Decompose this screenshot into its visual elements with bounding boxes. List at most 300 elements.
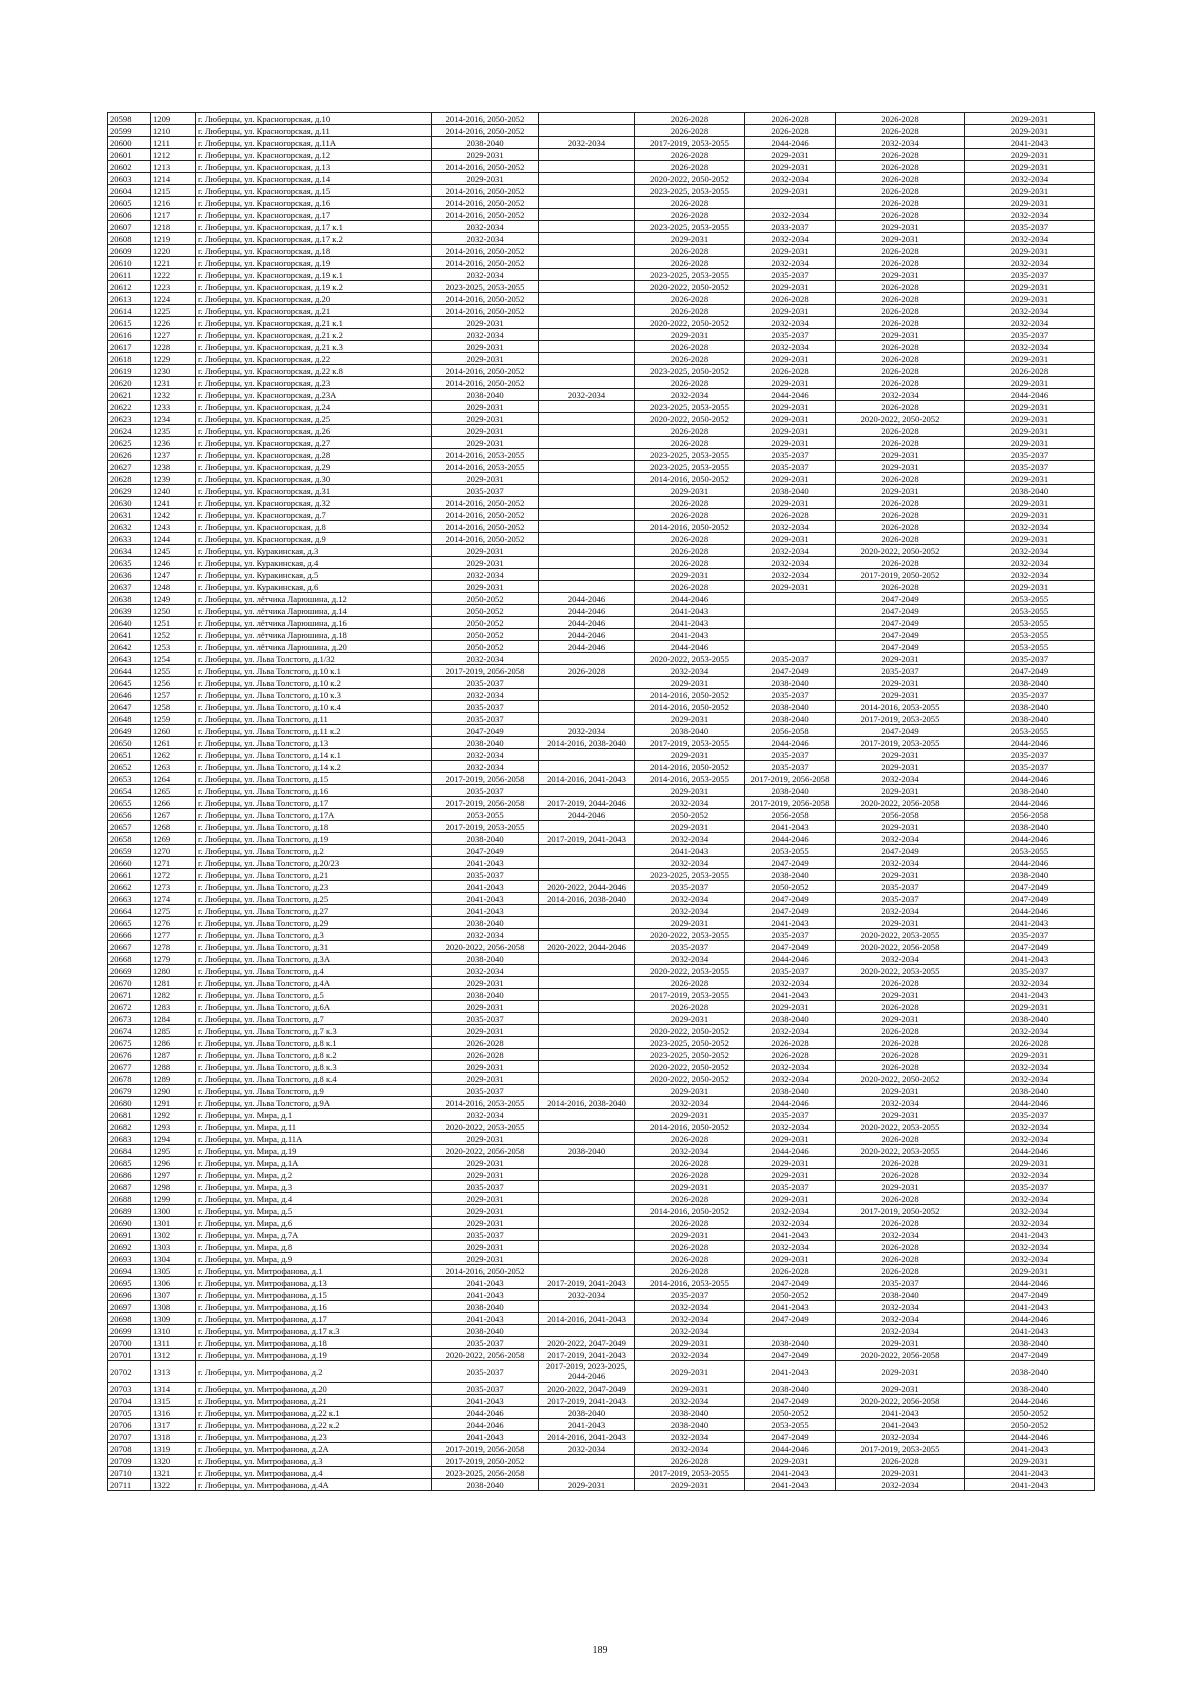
cell-row-number: 1252 [151, 629, 196, 641]
cell-period-1: 2014-2016, 2053-2055 [432, 461, 539, 473]
cell-period-6: 2044-2046 [965, 905, 1095, 917]
cell-address: г. Люберцы, ул. Красногорская, д.31 [196, 485, 432, 497]
table-row [108, 1037, 1095, 1049]
cell-row-number: 1209 [151, 113, 196, 125]
cell-row-number: 1246 [151, 557, 196, 569]
cell-row-number: 1300 [151, 1205, 196, 1217]
cell-record-id: 20656 [108, 809, 151, 821]
cell-period-4: 2032-2034 [745, 977, 836, 989]
cell-period-2 [539, 581, 635, 593]
cell-period-6: 2047-2049 [965, 881, 1095, 893]
cell-period-2: 2014-2016, 2041-2043 [539, 1431, 635, 1443]
cell-period-1: 2041-2043 [432, 1289, 539, 1301]
cell-period-3: 2038-2040 [635, 1407, 745, 1419]
cell-address: г. Люберцы, ул. Красногорская, д.15 [196, 185, 432, 197]
table-row [108, 137, 1095, 149]
cell-period-3: 2035-2037 [635, 881, 745, 893]
table-row [108, 1229, 1095, 1241]
cell-period-5: 2032-2034 [836, 773, 965, 785]
cell-period-4: 2032-2034 [745, 521, 836, 533]
cell-period-6: 2029-2031 [965, 1157, 1095, 1169]
table-row [108, 1181, 1095, 1193]
cell-period-3: 2026-2028 [635, 353, 745, 365]
cell-period-6: 2029-2031 [965, 1265, 1095, 1277]
cell-address: г. Люберцы, ул. Красногорская, д.17 к.1 [196, 221, 432, 233]
cell-period-3: 2029-2031 [635, 569, 745, 581]
table-row [108, 305, 1095, 317]
cell-period-4 [745, 629, 836, 641]
cell-period-4: 2017-2019, 2056-2058 [745, 773, 836, 785]
cell-address: г. Люберцы, ул. Красногорская, д.28 [196, 449, 432, 461]
table-row [108, 857, 1095, 869]
cell-period-2: 2038-2040 [539, 1145, 635, 1157]
table-row [108, 881, 1095, 893]
cell-address: г. Люберцы, ул. Красногорская, д.21 к.3 [196, 341, 432, 353]
cell-period-6: 2035-2037 [965, 221, 1095, 233]
cell-period-3: 2014-2016, 2053-2055 [635, 1277, 745, 1289]
cell-period-4: 2038-2040 [745, 869, 836, 881]
cell-row-number: 1269 [151, 833, 196, 845]
cell-address: г. Люберцы, ул. Митрофанова, д.18 [196, 1337, 432, 1349]
cell-period-4: 2029-2031 [745, 1133, 836, 1145]
cell-record-id: 20677 [108, 1061, 151, 1073]
cell-period-4: 2032-2034 [745, 569, 836, 581]
cell-period-3: 2026-2028 [635, 1241, 745, 1253]
cell-period-6: 2035-2037 [965, 689, 1095, 701]
cell-record-id: 20674 [108, 1025, 151, 1037]
cell-period-2: 2038-2040 [539, 1407, 635, 1419]
cell-period-6: 2032-2034 [965, 1169, 1095, 1181]
table-row [108, 389, 1095, 401]
cell-period-3: 2026-2028 [635, 497, 745, 509]
cell-period-5: 2029-2031 [836, 1181, 965, 1193]
cell-period-1: 2029-2031 [432, 473, 539, 485]
cell-row-number: 1321 [151, 1467, 196, 1479]
cell-period-6: 2041-2043 [965, 1229, 1095, 1241]
cell-record-id: 20649 [108, 725, 151, 737]
cell-period-1: 2032-2034 [432, 653, 539, 665]
cell-period-1: 2032-2034 [432, 749, 539, 761]
cell-period-2 [539, 1241, 635, 1253]
cell-period-1: 2032-2034 [432, 269, 539, 281]
cell-address: г. Люберцы, ул. Мира, д.5 [196, 1205, 432, 1217]
cell-period-5: 2020-2022, 2053-2055 [836, 1121, 965, 1133]
cell-period-6: 2029-2031 [965, 197, 1095, 209]
cell-period-5: 2029-2031 [836, 233, 965, 245]
cell-address: г. Люберцы, ул. Льва Толстого, д.11 к.2 [196, 725, 432, 737]
table-row [108, 845, 1095, 857]
cell-period-6: 2029-2031 [965, 185, 1095, 197]
cell-record-id: 20672 [108, 1001, 151, 1013]
cell-period-1: 2029-2031 [432, 545, 539, 557]
cell-period-1: 2035-2037 [432, 1337, 539, 1349]
cell-period-5: 2026-2028 [836, 377, 965, 389]
table-row [108, 677, 1095, 689]
cell-period-2: 2017-2019, 2041-2043 [539, 1395, 635, 1407]
cell-period-1: 2014-2016, 2050-2052 [432, 509, 539, 521]
cell-period-6: 2038-2040 [965, 821, 1095, 833]
cell-period-4 [745, 617, 836, 629]
cell-period-5: 2032-2034 [836, 1313, 965, 1325]
cell-record-id: 20652 [108, 761, 151, 773]
cell-record-id: 20668 [108, 953, 151, 965]
cell-period-6: 2044-2046 [965, 833, 1095, 845]
cell-period-4: 2029-2031 [745, 1169, 836, 1181]
cell-record-id: 20702 [108, 1361, 151, 1383]
cell-period-4: 2032-2034 [745, 173, 836, 185]
cell-record-id: 20621 [108, 389, 151, 401]
cell-period-3: 2038-2040 [635, 1419, 745, 1431]
cell-address: г. Люберцы, ул. Красногорская, д.7 [196, 509, 432, 521]
cell-period-3: 2041-2043 [635, 845, 745, 857]
cell-period-4: 2029-2031 [745, 413, 836, 425]
cell-record-id: 20633 [108, 533, 151, 545]
cell-period-4: 2047-2049 [745, 893, 836, 905]
cell-period-4: 2029-2031 [745, 1193, 836, 1205]
cell-period-1: 2029-2031 [432, 581, 539, 593]
table-row [108, 953, 1095, 965]
cell-row-number: 1251 [151, 617, 196, 629]
cell-row-number: 1225 [151, 305, 196, 317]
cell-period-4: 2035-2037 [745, 269, 836, 281]
cell-row-number: 1241 [151, 497, 196, 509]
cell-period-4: 2029-2031 [745, 149, 836, 161]
cell-period-5: 2032-2034 [836, 833, 965, 845]
cell-row-number: 1308 [151, 1301, 196, 1313]
cell-period-5: 2029-2031 [836, 653, 965, 665]
cell-row-number: 1260 [151, 725, 196, 737]
cell-address: г. Люберцы, ул. Льва Толстого, д.11 [196, 713, 432, 725]
table-row [108, 869, 1095, 881]
cell-period-5: 2035-2037 [836, 893, 965, 905]
cell-period-1: 2020-2022, 2053-2055 [432, 1121, 539, 1133]
cell-address: г. Люберцы, ул. Митрофанова, д.4 [196, 1467, 432, 1479]
cell-period-2: 2020-2022, 2044-2046 [539, 881, 635, 893]
cell-period-4: 2029-2031 [745, 401, 836, 413]
cell-period-6: 2044-2046 [965, 1097, 1095, 1109]
cell-period-5: 2026-2028 [836, 281, 965, 293]
cell-row-number: 1216 [151, 197, 196, 209]
cell-period-5: 2026-2028 [836, 1253, 965, 1265]
cell-period-2: 2014-2016, 2038-2040 [539, 1097, 635, 1109]
cell-period-5: 2047-2049 [836, 641, 965, 653]
cell-period-1: 2038-2040 [432, 389, 539, 401]
cell-address: г. Люберцы, ул. Льва Толстого, д.14 к.1 [196, 749, 432, 761]
table-row [108, 1277, 1095, 1289]
cell-period-6: 2029-2031 [965, 125, 1095, 137]
cell-address: г. Люберцы, ул. Мира, д.11А [196, 1133, 432, 1145]
cell-period-2: 2029-2031 [539, 1479, 635, 1491]
cell-period-6: 2029-2031 [965, 377, 1095, 389]
cell-period-1: 2029-2031 [432, 1073, 539, 1085]
cell-period-6: 2044-2046 [965, 773, 1095, 785]
cell-period-6: 2047-2049 [965, 1289, 1095, 1301]
cell-record-id: 20700 [108, 1337, 151, 1349]
cell-period-1: 2044-2046 [432, 1419, 539, 1431]
cell-period-5: 2029-2031 [836, 689, 965, 701]
cell-address: г. Люберцы, ул. Льва Толстого, д.6А [196, 1001, 432, 1013]
cell-record-id: 20690 [108, 1217, 151, 1229]
cell-period-1: 2035-2037 [432, 677, 539, 689]
cell-period-3: 2032-2034 [635, 389, 745, 401]
cell-record-id: 20624 [108, 425, 151, 437]
cell-record-id: 20620 [108, 377, 151, 389]
table-row [108, 809, 1095, 821]
cell-period-1: 2017-2019, 2056-2058 [432, 1443, 539, 1455]
cell-period-5: 2029-2031 [836, 221, 965, 233]
table-row [108, 1325, 1095, 1337]
cell-record-id: 20704 [108, 1395, 151, 1407]
cell-row-number: 1220 [151, 245, 196, 257]
cell-address: г. Люберцы, ул. Льва Толстого, д.4 [196, 965, 432, 977]
cell-period-3: 2026-2028 [635, 305, 745, 317]
cell-row-number: 1285 [151, 1025, 196, 1037]
cell-period-2: 2032-2034 [539, 389, 635, 401]
cell-period-6: 2044-2046 [965, 797, 1095, 809]
table-row [108, 377, 1095, 389]
cell-period-2 [539, 473, 635, 485]
cell-period-3: 2017-2019, 2053-2055 [635, 1467, 745, 1479]
table-row [108, 1241, 1095, 1253]
cell-period-6: 2044-2046 [965, 1313, 1095, 1325]
cell-period-2: 2044-2046 [539, 617, 635, 629]
cell-period-2 [539, 1455, 635, 1467]
cell-record-id: 20658 [108, 833, 151, 845]
cell-period-5: 2026-2028 [836, 1049, 965, 1061]
table-row [108, 185, 1095, 197]
cell-period-2 [539, 1467, 635, 1479]
table-row [108, 1085, 1095, 1097]
cell-period-1: 2029-2031 [432, 1205, 539, 1217]
table-row [108, 1193, 1095, 1205]
cell-period-4: 2029-2031 [745, 1253, 836, 1265]
cell-row-number: 1267 [151, 809, 196, 821]
cell-period-3: 2026-2028 [635, 425, 745, 437]
cell-period-4: 2029-2031 [745, 353, 836, 365]
cell-period-5: 2029-2031 [836, 329, 965, 341]
cell-period-6: 2029-2031 [965, 401, 1095, 413]
cell-period-4: 2044-2046 [745, 1443, 836, 1455]
cell-period-1: 2017-2019, 2056-2058 [432, 773, 539, 785]
table-row [108, 1157, 1095, 1169]
cell-period-2 [539, 1157, 635, 1169]
cell-period-6: 2032-2034 [965, 1061, 1095, 1073]
table-row [108, 1431, 1095, 1443]
cell-period-1: 2014-2016, 2050-2052 [432, 1265, 539, 1277]
cell-period-6: 2047-2049 [965, 893, 1095, 905]
cell-row-number: 1320 [151, 1455, 196, 1467]
table-row [108, 473, 1095, 485]
cell-period-6: 2035-2037 [965, 761, 1095, 773]
cell-period-1: 2047-2049 [432, 845, 539, 857]
cell-period-2 [539, 545, 635, 557]
cell-row-number: 1306 [151, 1277, 196, 1289]
cell-period-3: 2026-2028 [635, 197, 745, 209]
cell-period-1: 2029-2031 [432, 1217, 539, 1229]
cell-period-6: 2032-2034 [965, 569, 1095, 581]
cell-period-6: 2044-2046 [965, 1431, 1095, 1443]
cell-period-3: 2026-2028 [635, 341, 745, 353]
cell-row-number: 1263 [151, 761, 196, 773]
cell-period-2: 2020-2022, 2044-2046 [539, 941, 635, 953]
cell-row-number: 1292 [151, 1109, 196, 1121]
cell-period-4: 2050-2052 [745, 1289, 836, 1301]
cell-period-4: 2035-2037 [745, 1109, 836, 1121]
cell-address: г. Люберцы, ул. Льва Толстого, д.31 [196, 941, 432, 953]
cell-address: г. Люберцы, ул. Куракинская, д.6 [196, 581, 432, 593]
cell-period-2: 2017-2019, 2023-2025, 2044-2046 [539, 1361, 635, 1383]
cell-address: г. Люберцы, ул. Красногорская, д.10 [196, 113, 432, 125]
cell-period-4: 2035-2037 [745, 1181, 836, 1193]
table-row [108, 293, 1095, 305]
cell-period-2: 2032-2034 [539, 137, 635, 149]
cell-address: г. Люберцы, ул. Красногорская, д.19 [196, 257, 432, 269]
table-row [108, 353, 1095, 365]
table-row [108, 545, 1095, 557]
cell-row-number: 1301 [151, 1217, 196, 1229]
cell-period-2 [539, 245, 635, 257]
cell-period-1: 2035-2037 [432, 1383, 539, 1395]
cell-period-5: 2026-2028 [836, 1455, 965, 1467]
cell-record-id: 20669 [108, 965, 151, 977]
cell-period-3: 2032-2034 [635, 1349, 745, 1361]
cell-record-id: 20608 [108, 233, 151, 245]
cell-record-id: 20663 [108, 893, 151, 905]
cell-period-4: 2038-2040 [745, 713, 836, 725]
cell-period-4: 2035-2037 [745, 689, 836, 701]
cell-row-number: 1283 [151, 1001, 196, 1013]
cell-period-3: 2026-2028 [635, 149, 745, 161]
cell-period-5: 2026-2028 [836, 1241, 965, 1253]
cell-record-id: 20639 [108, 605, 151, 617]
cell-period-2: 2044-2046 [539, 809, 635, 821]
cell-period-6: 2029-2031 [965, 437, 1095, 449]
cell-period-6: 2035-2037 [965, 965, 1095, 977]
cell-period-2 [539, 425, 635, 437]
cell-record-id: 20687 [108, 1181, 151, 1193]
cell-row-number: 1213 [151, 161, 196, 173]
cell-period-1: 2017-2019, 2050-2052 [432, 1455, 539, 1467]
cell-period-5: 2026-2028 [836, 365, 965, 377]
cell-period-1: 2014-2016, 2053-2055 [432, 449, 539, 461]
cell-period-2 [539, 437, 635, 449]
cell-period-1: 2029-2031 [432, 437, 539, 449]
schedule-table [107, 112, 1095, 1491]
table-row [108, 1301, 1095, 1313]
cell-period-5: 2029-2031 [836, 785, 965, 797]
cell-address: г. Люберцы, ул. Куракинская, д.3 [196, 545, 432, 557]
cell-record-id: 20601 [108, 149, 151, 161]
cell-period-4: 2038-2040 [745, 1085, 836, 1097]
cell-period-3: 2029-2031 [635, 785, 745, 797]
cell-period-6: 2029-2031 [965, 245, 1095, 257]
cell-address: г. Люберцы, ул. Льва Толстого, д.2 [196, 845, 432, 857]
cell-period-6: 2041-2043 [965, 1479, 1095, 1491]
cell-period-1: 2026-2028 [432, 1037, 539, 1049]
cell-period-3: 2014-2016, 2050-2052 [635, 761, 745, 773]
cell-record-id: 20642 [108, 641, 151, 653]
cell-period-4: 2041-2043 [745, 1361, 836, 1383]
cell-period-4: 2029-2031 [745, 1455, 836, 1467]
table-row [108, 161, 1095, 173]
cell-record-id: 20694 [108, 1265, 151, 1277]
cell-period-2 [539, 1133, 635, 1145]
cell-row-number: 1236 [151, 437, 196, 449]
cell-row-number: 1239 [151, 473, 196, 485]
cell-period-6: 2044-2046 [965, 389, 1095, 401]
table-row [108, 1121, 1095, 1133]
cell-period-6: 2053-2055 [965, 641, 1095, 653]
cell-period-3: 2026-2028 [635, 1169, 745, 1181]
cell-address: г. Люберцы, ул. Митрофанова, д.23 [196, 1431, 432, 1443]
cell-address: г. Люберцы, ул. Льва Толстого, д.17 [196, 797, 432, 809]
cell-address: г. Люберцы, ул. Красногорская, д.21 к.2 [196, 329, 432, 341]
cell-period-5: 2041-2043 [836, 1419, 965, 1431]
table-row [108, 821, 1095, 833]
cell-period-2 [539, 149, 635, 161]
cell-period-5: 2026-2028 [836, 1265, 965, 1277]
table-row [108, 233, 1095, 245]
cell-period-2 [539, 761, 635, 773]
table-row [108, 1133, 1095, 1145]
cell-record-id: 20643 [108, 653, 151, 665]
cell-period-1: 2047-2049 [432, 725, 539, 737]
cell-period-5: 2029-2031 [836, 269, 965, 281]
cell-period-3: 2026-2028 [635, 1217, 745, 1229]
cell-period-5: 2029-2031 [836, 869, 965, 881]
cell-period-4: 2038-2040 [745, 485, 836, 497]
cell-period-6: 2029-2031 [965, 581, 1095, 593]
cell-address: г. Люберцы, ул. Льва Толстого, д.29 [196, 917, 432, 929]
cell-period-1: 2032-2034 [432, 965, 539, 977]
cell-row-number: 1212 [151, 149, 196, 161]
cell-row-number: 1297 [151, 1169, 196, 1181]
cell-address: г. Люберцы, ул. Льва Толстого, д.8 к.2 [196, 1049, 432, 1061]
cell-address: г. Люберцы, ул. Мира, д.1 [196, 1109, 432, 1121]
cell-record-id: 20613 [108, 293, 151, 305]
cell-period-6: 2032-2034 [965, 209, 1095, 221]
cell-period-2 [539, 1325, 635, 1337]
cell-period-4: 2047-2049 [745, 941, 836, 953]
table-row [108, 1265, 1095, 1277]
cell-period-5: 2029-2031 [836, 821, 965, 833]
cell-period-3: 2032-2034 [635, 857, 745, 869]
cell-row-number: 1309 [151, 1313, 196, 1325]
cell-row-number: 1317 [151, 1419, 196, 1431]
table-row [108, 1419, 1095, 1431]
cell-record-id: 20628 [108, 473, 151, 485]
cell-row-number: 1229 [151, 353, 196, 365]
cell-record-id: 20607 [108, 221, 151, 233]
cell-period-4: 2044-2046 [745, 737, 836, 749]
cell-period-3: 2026-2028 [635, 533, 745, 545]
cell-period-2 [539, 677, 635, 689]
cell-period-6: 2029-2031 [965, 149, 1095, 161]
cell-record-id: 20618 [108, 353, 151, 365]
cell-record-id: 20641 [108, 629, 151, 641]
cell-period-2 [539, 1253, 635, 1265]
cell-period-2 [539, 785, 635, 797]
cell-period-1: 2041-2043 [432, 893, 539, 905]
cell-period-1: 2041-2043 [432, 857, 539, 869]
cell-period-1: 2023-2025, 2053-2055 [432, 281, 539, 293]
cell-period-4: 2029-2031 [745, 581, 836, 593]
cell-address: г. Люберцы, ул. Льва Толстого, д.9 [196, 1085, 432, 1097]
cell-address: г. Люберцы, ул. Красногорская, д.32 [196, 497, 432, 509]
cell-period-3: 2032-2034 [635, 953, 745, 965]
table-row [108, 1145, 1095, 1157]
cell-period-5: 2026-2028 [836, 173, 965, 185]
